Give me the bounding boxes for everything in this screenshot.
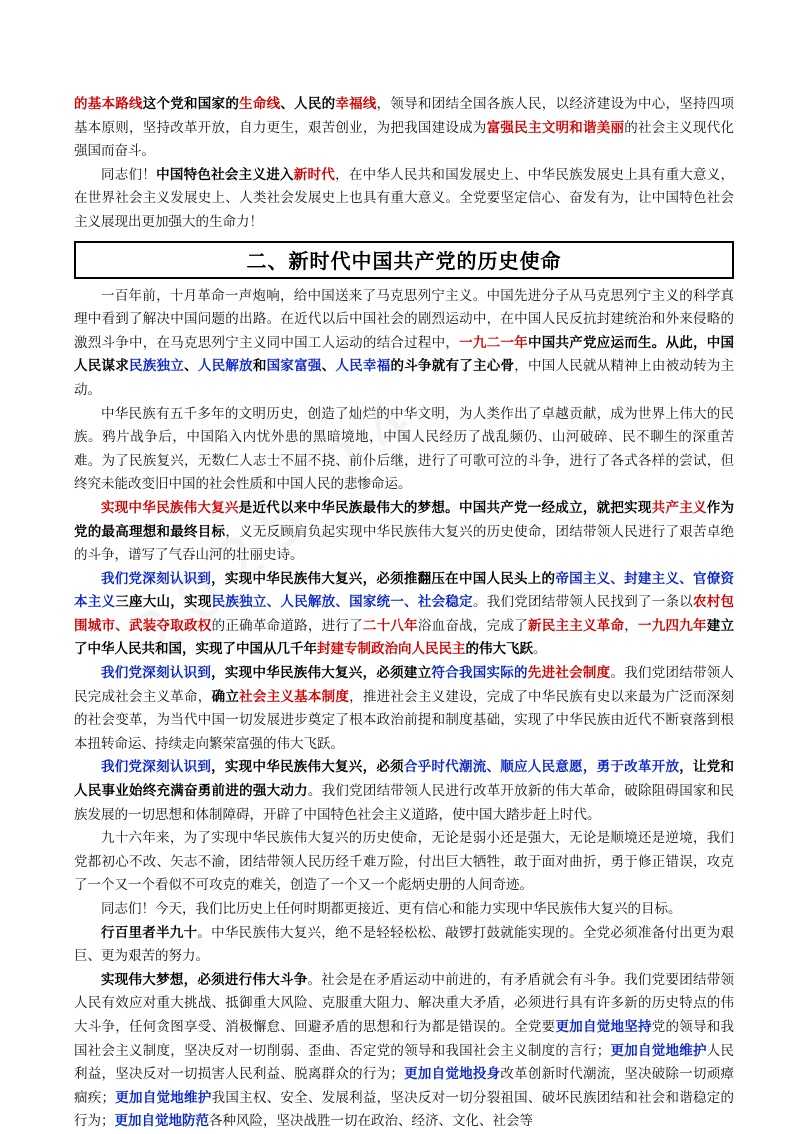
text-run: 。社会是在矛盾运动中前进的，有矛盾就会有斗争。我们党要团结带领人民有效应对重大挑战、抵御重大风险、克服重大阻力、解决重大矛盾，必须进行具有许多新的历史特点的伟大斗争，任何贪图享受、消极懈怠、回避矛盾的思想和行为都是错误的。全党要 bbox=[74, 971, 734, 1035]
text-run: 和 bbox=[252, 358, 267, 375]
text-run: 人民幸福 bbox=[335, 358, 391, 375]
text-run: 我们党深刻认识到 bbox=[101, 665, 212, 682]
text-run: ，让党和人民事业始终充满奋勇前进的强大动力 bbox=[74, 759, 735, 800]
text-run: 、人民的 bbox=[280, 96, 336, 112]
section-heading: 二、新时代中国共产党的历史使命 bbox=[246, 249, 562, 274]
text-run: ， bbox=[624, 617, 639, 634]
text-run: 封建专制政治向人民民主 bbox=[317, 641, 466, 658]
paragraph bbox=[74, 756, 734, 827]
text-run: 作为党的最高理想和最终目标 bbox=[74, 499, 735, 540]
text-run: 幸福线 bbox=[335, 96, 377, 112]
text-run: 的正确革命道路，进行了 bbox=[211, 617, 363, 634]
paragraph bbox=[74, 497, 734, 568]
text-run: 一九四九年 bbox=[638, 617, 707, 634]
text-run: ，实现中华民族伟大复兴，必须推翻压在中国人民头上的 bbox=[211, 570, 556, 587]
text-run: 行百里者半九十 bbox=[101, 924, 198, 941]
text-run: 改革创新时代潮流，坚决破除一切顽瘴痼疾； bbox=[74, 1066, 735, 1106]
text-run: 实现伟大梦想，必须进行伟大斗争 bbox=[101, 971, 308, 988]
text-run: 中国特色社会主义进入 bbox=[156, 166, 294, 183]
text-run: 更加自觉地坚持 bbox=[555, 1018, 652, 1035]
text-run: 建立了中华人民共和国，实现了中国从几千年 bbox=[74, 617, 735, 658]
text-run: 各种风险，坚决战胜一切在政治、经济、文化、社会等 bbox=[209, 1113, 533, 1130]
text-run: 更加自觉地维护 bbox=[115, 1089, 212, 1106]
text-run: 。 bbox=[533, 641, 547, 658]
paragraph bbox=[74, 285, 734, 403]
text-run: 实现中华民族伟大复兴 bbox=[101, 499, 239, 516]
text-run: ，实现中华民族伟大复兴，必须建立 bbox=[211, 665, 432, 682]
text-run: 。中华民族伟大复兴，绝不是轻轻松松、敲锣打鼓就能实现的。全党必须准备付出更为艰巨、更为艰苦的努力。 bbox=[74, 924, 735, 965]
paragraph bbox=[74, 827, 734, 898]
text-run: ，推进社会主义建设，完成了中华民族有史以来最为广泛而深刻的社会变革，为当代中国一切发展进步奠定了根本政治前提和制度基础，实现了中华民族由近代不断衰落到根本扭转命运、持续走向繁荣富强的伟大飞跃。 bbox=[74, 688, 735, 752]
text-run: 社会主义基本制度 bbox=[239, 688, 350, 705]
text-run: 我们党深刻认识到 bbox=[101, 570, 212, 587]
text-run: 新民主主义革命 bbox=[527, 617, 625, 634]
text-run: 帝国主义、封建主义、官僚资本主义 bbox=[74, 570, 735, 611]
text-run: ，领导和团结全国各族人民，以经济建设为中心，坚持四项基本原则，坚持改革开放，自力更生，艰苦创业，为把我国建设成为 bbox=[74, 96, 735, 136]
paragraph bbox=[74, 898, 734, 922]
text-run: 共产主义 bbox=[651, 499, 707, 516]
text-run: 的斗争就有了主心骨 bbox=[390, 358, 515, 375]
text-run: 同志们！今天，我们比历史上任何时期都更接近、更有信心和能力实现中华民族伟大复兴的目标。 bbox=[101, 901, 682, 917]
text-run: 我国主权、安全、发展利益，坚决反对一切分裂祖国、破坏民族团结和社会和谐稳定的行为； bbox=[74, 1089, 735, 1130]
text-run: 民族独立、人民解放、国家统一、社会稳定 bbox=[211, 594, 473, 611]
text-run: 更加自觉地投身 bbox=[403, 1066, 501, 1083]
section-body bbox=[74, 285, 734, 1134]
paragraph bbox=[74, 922, 734, 969]
paragraph bbox=[74, 403, 734, 497]
text-run: 、 bbox=[184, 358, 198, 375]
document-body bbox=[74, 93, 734, 1134]
text-run: ，在中华人民共和国发展史上、中华民族发展史上具有重大意义，在世界社会主义发展史上、人类社会发展史上也具有重大意义。全党要坚定信心、奋发有为，让中国特色社会主义展现出更加强大的生命力！ bbox=[74, 166, 735, 230]
text-run: 中华民族有五千多年的文明历史，创造了灿烂的中华文明，为人类作出了卓越贡献，成为世界上伟大的民族。鸦片战争后，中国陷入内忧外患的黑暗境地，中国人民经历了战乱频仍、山河破碎、民不聊生的深重苦难。为了民族复兴，无数仁人志士不屈不挠、前仆后继，进行了可歌可泣的斗争，进行了各式各样的尝试，但终究未能改变旧中国的社会性质和中国人民的悲惨命运。 bbox=[74, 405, 734, 493]
text-run: 二十八年 bbox=[362, 617, 418, 634]
text-run: 农村包围城市、武装夺取政权 bbox=[74, 594, 735, 634]
text-run: 更加自觉地维护 bbox=[610, 1042, 707, 1059]
text-run: 先进社会制度 bbox=[527, 665, 611, 682]
text-run: 民族独立 bbox=[129, 358, 185, 375]
text-run: 、 bbox=[321, 358, 336, 375]
text-run: ，实现中华民族伟大复兴，必须 bbox=[211, 759, 404, 776]
text-run: 。我们党团结带领人民进行改革开放新的伟大革命，破除阻碍国家和民族发展的一切思想和体制障碍，开辟了中国特色社会主义道路，使中国大踏步赶上时代。 bbox=[74, 783, 735, 823]
text-run: 同志们！ bbox=[101, 166, 157, 183]
text-run: 九十六年来，为了实现中华民族伟大复兴的历史使命，无论是弱小还是强大，无论是顺境还是逆境，我们党都初心不改、矢志不渝，团结带领人民历经千难万险，付出巨大牺牲，敢于面对曲折，勇于修正错误，攻克了一个又一个看似不可攻克的难关，创造了一个又一个彪炳史册的人间奇迹。 bbox=[74, 830, 734, 894]
text-run: 中国共产党应运而生。从此，中国人民谋求 bbox=[74, 334, 735, 375]
text-run: 这个党和国家的 bbox=[142, 96, 240, 112]
paragraph bbox=[74, 969, 734, 1134]
intro-section bbox=[74, 93, 734, 235]
text-run: ，中国人民就从精神上由被动转为主动。 bbox=[74, 358, 735, 398]
text-run: 浴血奋战，完成了 bbox=[417, 617, 528, 634]
text-run: 符合我国实际的 bbox=[431, 665, 528, 682]
text-run: 的基本路线 bbox=[74, 96, 143, 112]
text-run: 富强民主文明和谐美丽 bbox=[486, 119, 625, 136]
text-run: 国家富强 bbox=[266, 358, 322, 375]
text-run: 我们党深刻认识到 bbox=[101, 759, 212, 776]
text-run: ，义无反顾肩负起实现中华民族伟大复兴的历史使命，团结带领人民进行了艰苦卓绝的斗争，谱写了气吞山河的壮丽史诗。 bbox=[74, 523, 735, 564]
text-run: 。我们党团结带领人民找到了一条以 bbox=[472, 594, 694, 611]
text-run: 党的领导和我国社会主义制度，坚决反对一切削弱、歪曲、否定党的领导和我国社会主义制度的言行； bbox=[74, 1018, 735, 1059]
text-run: 生命线 bbox=[239, 96, 281, 112]
text-run: 的社会主义现代化强国而奋斗。 bbox=[74, 119, 735, 160]
text-run: 的伟大飞跃 bbox=[465, 641, 533, 658]
text-run: 一九二一年 bbox=[459, 334, 528, 351]
text-run: 三座大山，实现 bbox=[115, 594, 212, 611]
text-run: 一百年前，十月革命一声炮响，给中国送来了马克思列宁主义。中国先进分子从马克思列宁主义的科学真理中看到了解决中国问题的出路。在近代以后中国社会的剧烈运动中，在中国人民反抗封建统治和外来侵略的激烈斗争中，在马克思列宁主义同中国工人运动的结合过程中， bbox=[74, 287, 734, 351]
text-run: 人民利益，坚决反对一切损害人民利益、脱离群众的行为； bbox=[74, 1042, 735, 1083]
text-run: 是近代以来中华民族最伟大的梦想。中国共产党一经成立，就把实现 bbox=[238, 499, 652, 516]
text-run: 确立 bbox=[211, 688, 240, 705]
text-run: 人民解放 bbox=[197, 358, 253, 375]
paragraph bbox=[74, 93, 734, 164]
text-run: 新时代 bbox=[293, 166, 336, 183]
text-run: 。我们党团结带领人民完成社会主义革命， bbox=[74, 665, 735, 705]
section-heading-box bbox=[74, 241, 734, 279]
text-run: 更加自觉地防范 bbox=[114, 1113, 209, 1130]
paragraph bbox=[74, 568, 734, 662]
paragraph bbox=[74, 164, 734, 235]
paragraph bbox=[74, 662, 734, 756]
text-run: 合乎时代潮流、顺应人民意愿，勇于改革开放 bbox=[403, 759, 680, 776]
